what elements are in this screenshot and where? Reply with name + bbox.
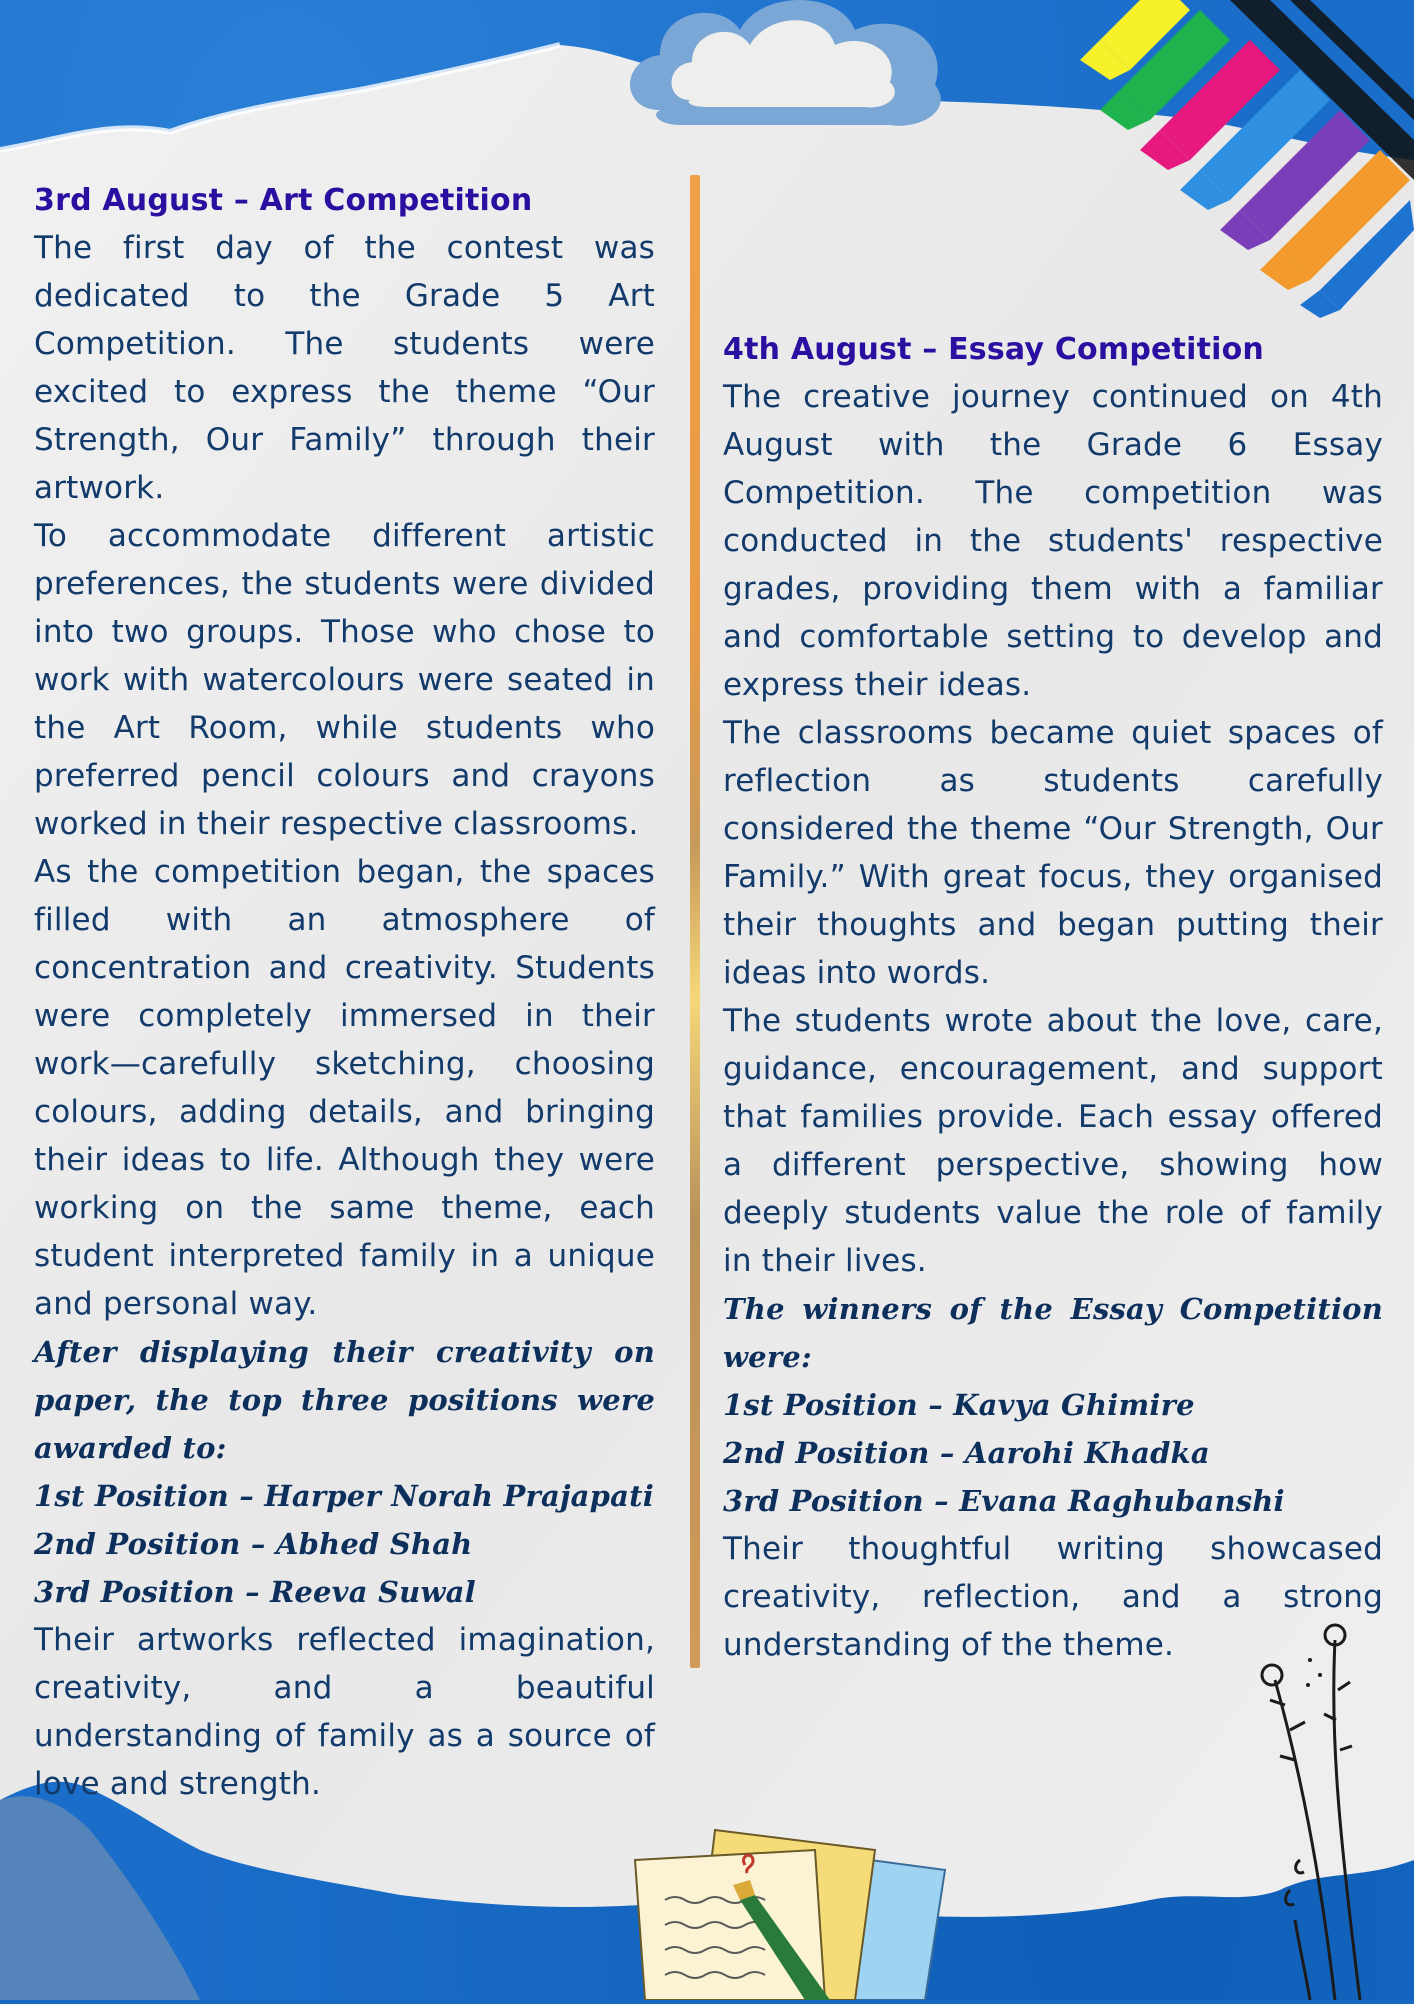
essay-winner-3: 3rd Position – Evana Raghubanshi xyxy=(723,1484,1285,1518)
art-winner-1: 1st Position – Harper Norah Prajapati xyxy=(34,1479,654,1513)
art-winner-2: 2nd Position – Abhed Shah xyxy=(34,1527,473,1561)
essay-paragraph-1: The creative journey continued on 4th August with the Grade 6 Essay Competition. The competition was conducted in the students' respective grades, providing them with a familiar and comfortable setting to develop and express their ideas. xyxy=(723,379,1383,703)
art-awards-intro: After displaying their creativity on paper, the top three positions were awarded to: xyxy=(34,1335,655,1465)
essay-winner-2: 2nd Position – Aarohi Khadka xyxy=(723,1436,1210,1470)
essay-winner-1: 1st Position – Kavya Ghimire xyxy=(723,1388,1195,1422)
art-competition-heading: 3rd August – Art Competition xyxy=(34,183,533,218)
essay-competition-section xyxy=(723,327,1383,1669)
art-winner-3: 3rd Position – Reeva Suwal xyxy=(34,1575,476,1609)
essay-paragraph-2: The classrooms became quiet spaces of reflection as students carefully considered the theme “Our Strength, Our Family.” With great focus, they organised their thoughts and began putting their ideas into words. xyxy=(723,715,1383,991)
essay-awards-intro: The winners of the Essay Competition were: xyxy=(723,1292,1383,1374)
essay-closing: Their thoughtful writing showcased creativity, reflection, and a strong understanding of the theme. xyxy=(723,1531,1383,1663)
art-closing: Their artworks reflected imagination, creativity, and a beautiful understanding of family as a source of love and strength. xyxy=(34,1622,655,1802)
art-paragraph-2: To accommodate different artistic preferences, the students were divided into two groups. Those who chose to work with watercolours were seated in the Art Room, while students who preferred pencil colours and crayons worked in their respective classrooms. xyxy=(34,518,655,842)
art-paragraph-1: The first day of the contest was dedicated to the Grade 5 Art Competition. The students were excited to express the theme “Our Strength, Our Family” through their artwork. xyxy=(34,230,655,506)
essay-competition-heading: 4th August – Essay Competition xyxy=(723,332,1264,367)
art-paragraph-3: As the competition began, the spaces filled with an atmosphere of concentration and creativity. Students were completely immersed in their work—carefully sketching, choosing colours, adding details, and bringing their ideas to life. Although they were working on the same theme, each student interpreted family in a unique and personal way. xyxy=(34,854,655,1322)
art-competition-section xyxy=(34,178,655,1808)
essay-paragraph-3: The students wrote about the love, care, guidance, encouragement, and support that families provide. Each essay offered a different perspective, showing how deeply students value the role of family in their lives. xyxy=(723,1003,1383,1279)
